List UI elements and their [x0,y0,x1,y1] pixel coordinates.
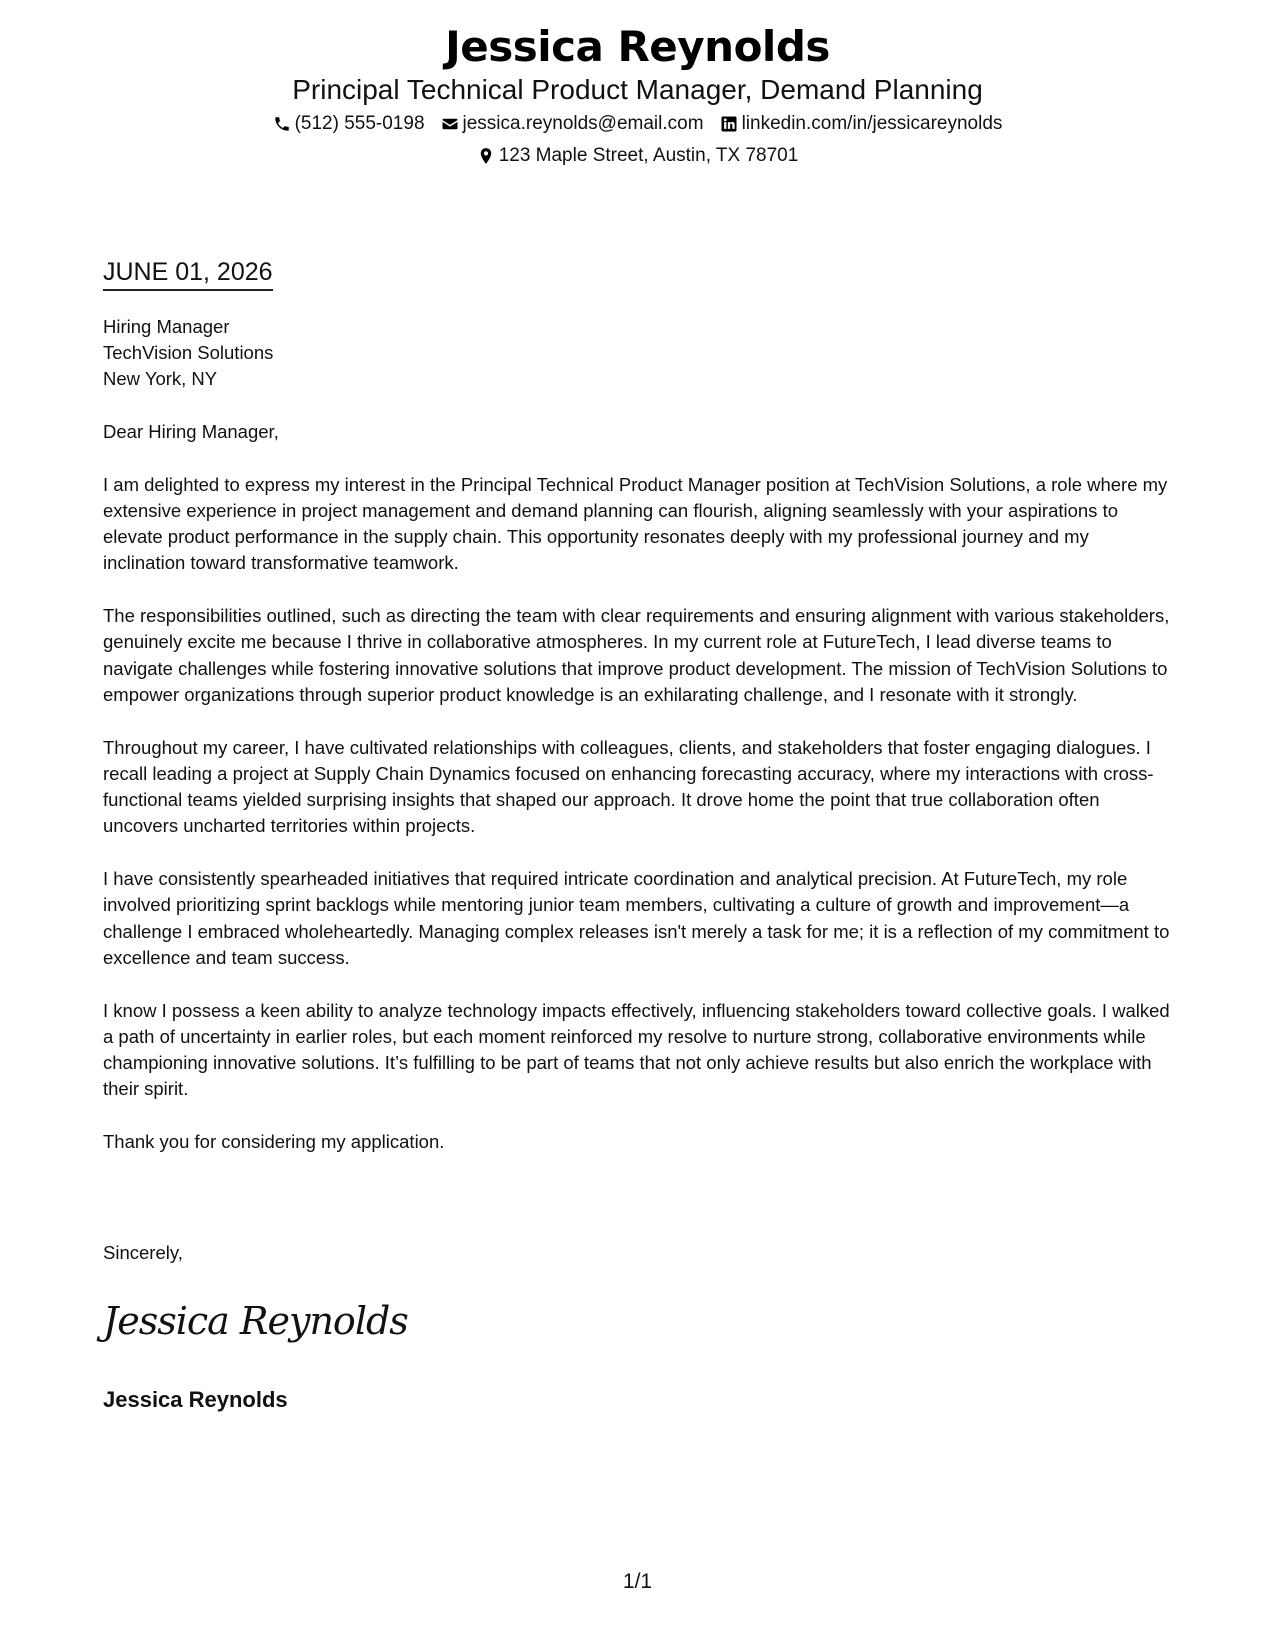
applicant-title: Principal Technical Product Manager, Demand Planning [292,74,983,105]
signer-name: Jessica Reynolds [103,1387,288,1412]
applicant-name: Jessica Reynolds [445,22,830,71]
body-paragraph: The responsibilities outlined, such as directing the team with clear requirements and ensuring alignment with various stakeholders, genuinely excite me because I thrive in collaborative atmospheres. In my current role at FutureTech, I lead diverse teams to navigate challenges while fostering innovative solutions that improve product development. The mission of TechVision Solutions to empower organizations through superior product knowledge is an exhilarating challenge, and I resonate with it strongly. [103,605,1170,705]
body-paragraph: I have consistently spearheaded initiatives that required intricate coordination and analytical precision. At FutureTech, my role involved prioritizing sprint backlogs while mentoring junior team members, cultivating a culture of growth and improvement—a challenge I embraced wholeheartedly. Managing complex releases isn't merely a task for me; it is a reflection of my commitment to excellence and team success. [103,868,1170,968]
address-row [0,142,1275,170]
phone-icon [273,115,291,133]
closing: Sincerely, [103,1242,183,1263]
linkedin-text: linkedin.com/in/jessicareynolds [741,113,1003,134]
recipient-line: Hiring Manager [103,316,230,337]
recipient-block [103,314,273,392]
page-number: 1/1 [622,1570,653,1593]
contact-row [0,110,1275,138]
recipient-line: New York, NY [103,368,218,389]
handwritten-signature: Jessica Reynolds [103,1299,408,1343]
linkedin-icon [720,115,738,133]
contact-phone [273,110,425,138]
contact-linkedin[interactable] [720,110,1003,138]
map-pin-icon [477,147,495,165]
address-text: 123 Maple Street, Austin, TX 78701 [498,145,799,166]
contact-email[interactable] [441,110,704,138]
email-text: jessica.reynolds@email.com [462,113,704,134]
letter-header [0,20,1275,170]
body-paragraph: I know I possess a keen ability to analyze technology impacts effectively, influencing stakeholders toward collective goals. I walked a path of uncertainty in earlier roles, but each moment reinforced my resolve to nurture strong, collaborative environments while championing innovative solutions. It’s fulfilling to be part of teams that not only achieve results but also enrich the workplace with their spirit. [103,999,1170,1100]
salutation: Dear Hiring Manager, [103,421,279,442]
contact-address [477,142,799,170]
envelope-icon [441,115,459,133]
recipient-line: TechVision Solutions [103,342,274,363]
phone-text: (512) 555-0198 [294,113,425,134]
letter-body [103,419,1175,1182]
body-paragraph: Throughout my career, I have cultivated relationships with colleagues, clients, and stakeholders that foster engaging dialogues. I recall leading a project at Supply Chain Dynamics focused on enhancing forecasting accuracy, where my interactions with cross-functional teams yielded surprising insights that shaped our approach. It drove home the point that true collaboration often uncovers uncharted territories within projects. [103,736,1154,837]
thank-you-line: Thank you for considering my application. [103,1131,445,1153]
letter-date: JUNE 01, 2026 [103,256,273,291]
body-paragraph: I am delighted to express my interest in the Principal Technical Product Manager position at TechVision Solutions, a role where my extensive experience in project management and demand planning can flourish, aligning seamlessly with your aspirations to elevate product performance in the supply chain. This opportunity resonates deeply with my professional journey and my inclination toward transformative teamwork. [103,473,1168,574]
